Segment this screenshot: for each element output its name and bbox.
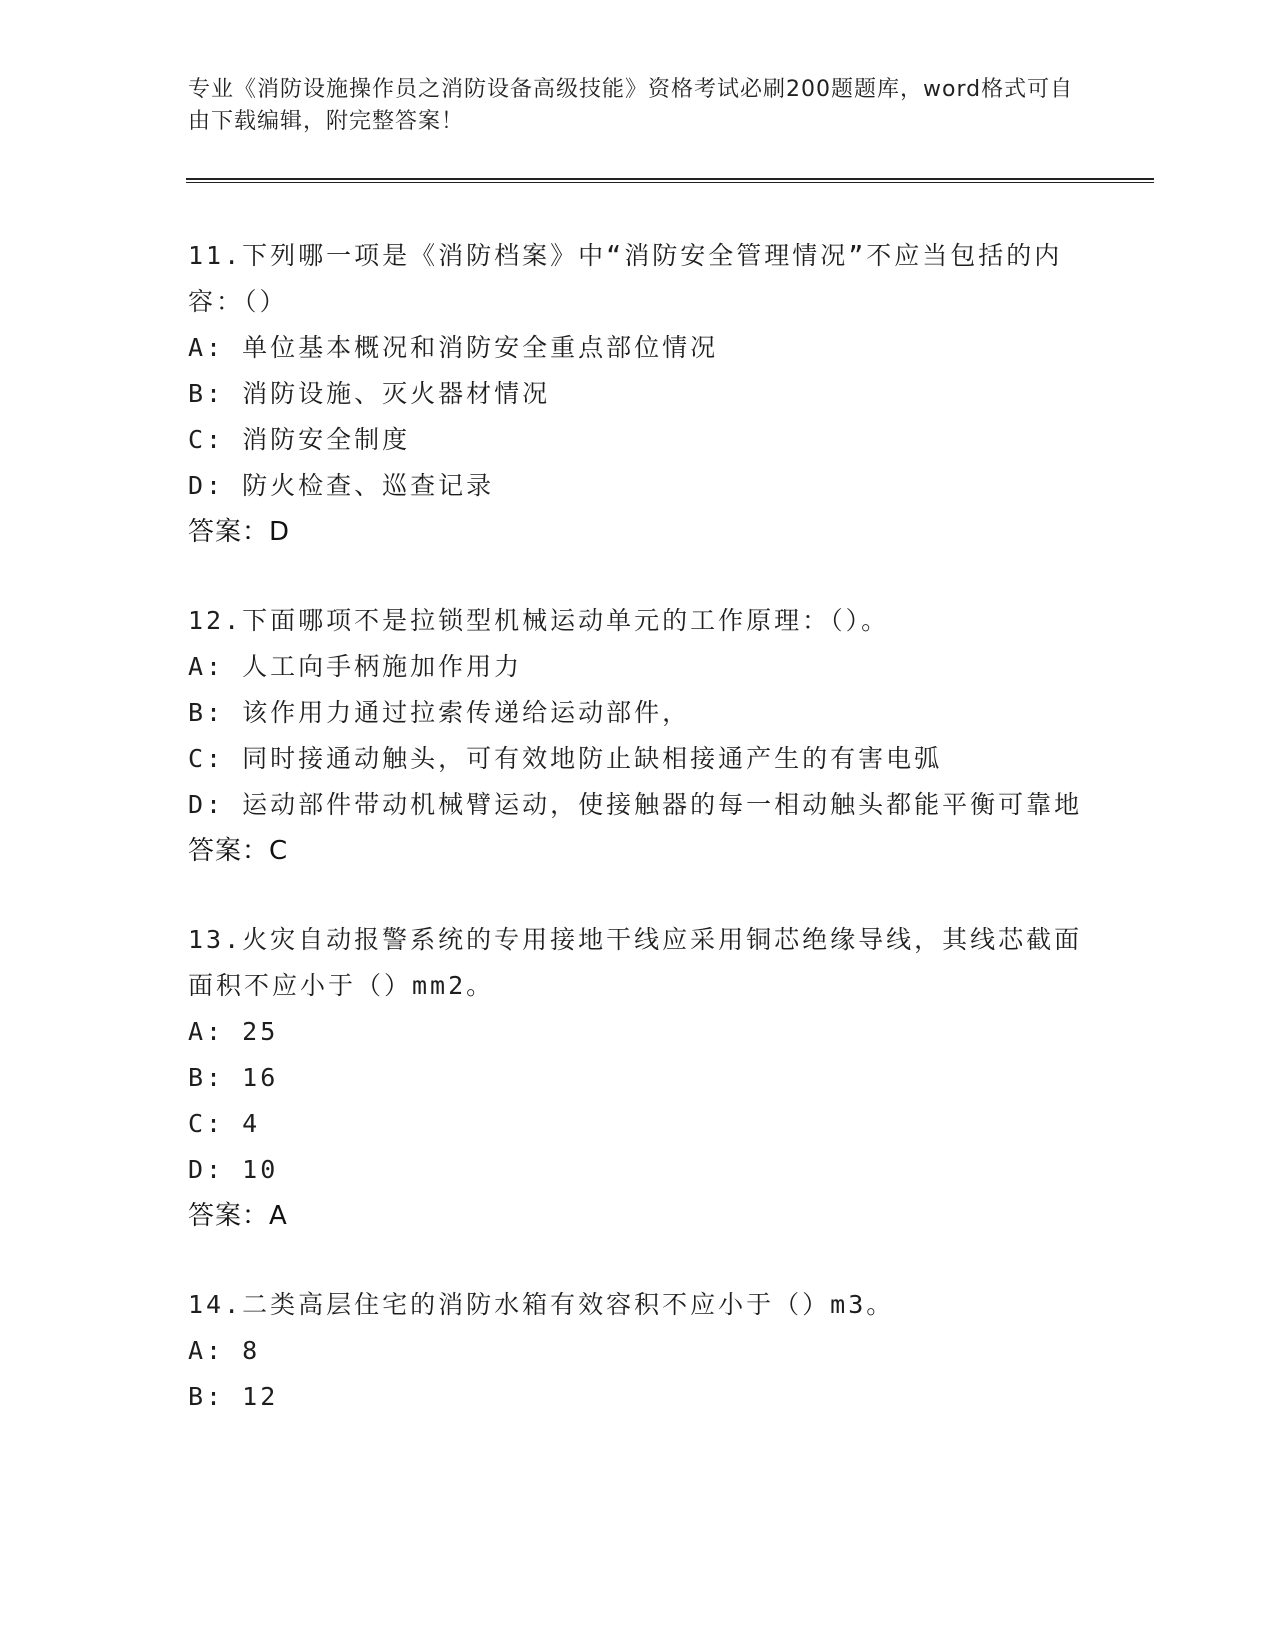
option-b: B: 消防设施、灭火器材情况 xyxy=(188,379,551,408)
option-a: A: 8 xyxy=(188,1336,261,1365)
option-b: B: 该作用力通过拉索传递给运动部件， xyxy=(188,698,691,727)
question-14 xyxy=(188,1282,1088,1420)
question-stem: 14.二类高层住宅的消防水箱有效容积不应小于（）m3。 xyxy=(188,1290,895,1319)
question-stem: 12.下面哪项不是拉锁型机械运动单元的工作原理：（）。 xyxy=(188,606,890,635)
option-d: D: 10 xyxy=(188,1155,279,1184)
question-stem: 11.下列哪一项是《消防档案》中“消防安全管理情况”不应当包括的内容：（） xyxy=(188,241,1063,316)
question-12 xyxy=(188,598,1088,874)
question-stem: 13.火灾自动报警系统的专用接地干线应采用铜芯绝缘导线，其线芯截面面积不应小于（）mm2。 xyxy=(188,925,1083,1000)
header-divider xyxy=(186,178,1154,183)
option-c: C: 4 xyxy=(188,1109,261,1138)
answer-label: 答案：D xyxy=(188,517,291,547)
option-a: A: 25 xyxy=(188,1017,279,1046)
option-a: A: 人工向手柄施加作用力 xyxy=(188,652,523,681)
option-d: D: 运动部件带动机械臂运动，使接触器的每一相动触头都能平衡可靠地 xyxy=(188,790,1083,819)
option-c: C: 消防安全制度 xyxy=(188,425,411,454)
question-list xyxy=(188,233,1088,1420)
document-header: 专业《消防设施操作员之消防设备高级技能》资格考试必刷200题题库，word格式可自由下载编辑，附完整答案！ xyxy=(188,77,1074,134)
question-11 xyxy=(188,233,1088,555)
option-d: D: 防火检查、巡查记录 xyxy=(188,471,495,500)
option-b: B: 12 xyxy=(188,1382,279,1411)
option-b: B: 16 xyxy=(188,1063,279,1092)
question-13 xyxy=(188,917,1088,1239)
answer-label: 答案：C xyxy=(188,836,289,866)
answer-label: 答案：A xyxy=(188,1201,288,1231)
option-a: A: 单位基本概况和消防安全重点部位情况 xyxy=(188,333,719,362)
option-c: C: 同时接通动触头，可有效地防止缺相接通产生的有害电弧 xyxy=(188,744,943,773)
